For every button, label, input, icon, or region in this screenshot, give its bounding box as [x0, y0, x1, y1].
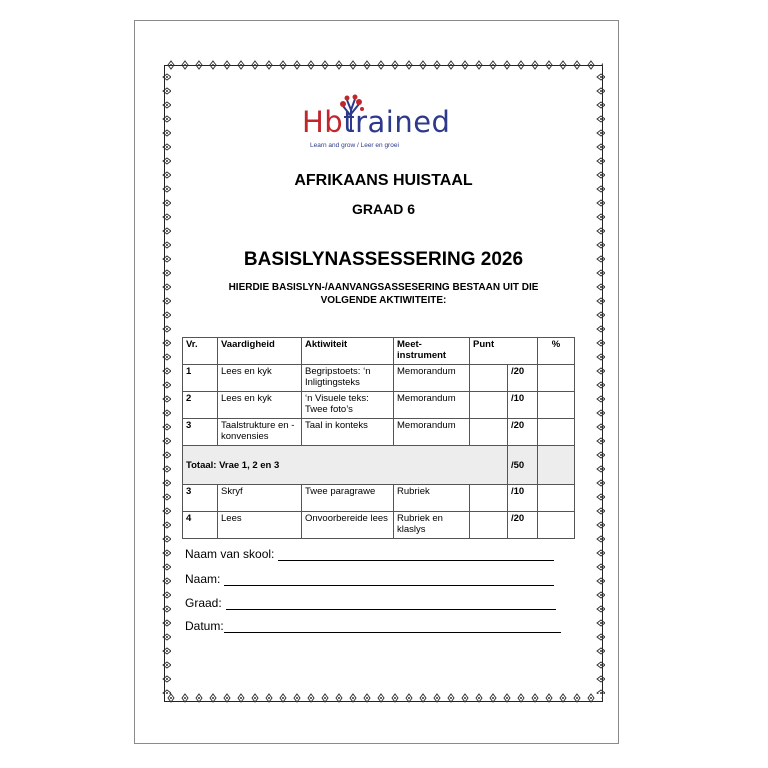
date-line[interactable] [224, 620, 561, 633]
table-cell: Rubriek [394, 485, 470, 512]
table-cell [538, 365, 575, 392]
school-name-line[interactable] [278, 548, 554, 561]
table-row [183, 365, 575, 392]
table-cell: Taal in konteks [302, 419, 394, 446]
assessment-table [182, 337, 575, 539]
table-total-row [183, 446, 575, 485]
border-pattern-left [162, 70, 171, 694]
table-cell: /10 [508, 392, 538, 419]
table-cell: Rubriek en klaslys [394, 512, 470, 539]
brand-part-hb: Hb [302, 105, 344, 139]
table-header-row [183, 338, 575, 365]
table-cell: Twee paragrawe [302, 485, 394, 512]
brand-tagline: Learn and grow / Leer en groei [310, 142, 399, 149]
school-name-field[interactable] [185, 547, 554, 561]
table-cell: Memorandum [394, 392, 470, 419]
header-cell: Vr. [183, 338, 218, 365]
header-cell: Vaardigheid [218, 338, 302, 365]
table-cell: Begripstoets: ‘n Inligtingsteks [302, 365, 394, 392]
name-label: Naam: [185, 572, 221, 586]
name-line[interactable] [224, 573, 554, 586]
border-pattern-right [596, 70, 605, 694]
brand-logo-text [302, 105, 451, 139]
grade-heading: GRAAD 6 [351, 201, 415, 217]
border-pattern-bottom [164, 693, 603, 703]
header-cell: Meet-instrument [394, 338, 470, 365]
table-cell: 1 [183, 365, 218, 392]
table-cell [470, 419, 508, 446]
border-pattern-top [164, 60, 603, 70]
table-cell [538, 392, 575, 419]
table-cell: 2 [183, 392, 218, 419]
table-cell [538, 419, 575, 446]
table-cell: /20 [508, 365, 538, 392]
table-cell [538, 512, 575, 539]
intro-line-2: VOLGENDE AKTIWITEITE: [320, 295, 447, 306]
header-cell: Aktiwiteit [302, 338, 394, 365]
table-cell: /20 [508, 512, 538, 539]
table-cell [538, 485, 575, 512]
table-cell: Skryf [218, 485, 302, 512]
table-cell [470, 485, 508, 512]
table-cell: Lees en kyk [218, 365, 302, 392]
header-cell: % [538, 338, 575, 365]
table-cell: /10 [508, 485, 538, 512]
table-cell: 3 [183, 485, 218, 512]
intro-line-1: HIERDIE BASISLYN-/AANVANGSASSESERING BESTAAN UIT DIE [228, 282, 539, 293]
table-cell: Lees [218, 512, 302, 539]
table-cell: Memorandum [394, 365, 470, 392]
date-field[interactable] [185, 619, 561, 633]
subject-heading: AFRIKAANS HUISTAAL [294, 172, 473, 189]
table-row [183, 485, 575, 512]
grade-field[interactable] [185, 596, 556, 610]
table-cell [470, 512, 508, 539]
intro-text [164, 281, 603, 307]
table-cell [470, 365, 508, 392]
header-cell: Punt [470, 338, 538, 365]
table-cell [470, 392, 508, 419]
document-title: BASISLYNASSESSERING 2026 [243, 249, 524, 270]
table-cell: Memorandum [394, 419, 470, 446]
table-row [183, 512, 575, 539]
table-cell: ‘n Visuele teks: Twee foto’s [302, 392, 394, 419]
table-cell: Onvoorbereide lees [302, 512, 394, 539]
grade-label: Graad: [185, 596, 222, 610]
table-cell: Taalstrukture en -konvensies [218, 419, 302, 446]
table-row [183, 392, 575, 419]
name-field[interactable] [185, 572, 554, 586]
table-row [183, 419, 575, 446]
table-cell: /20 [508, 419, 538, 446]
grade-line[interactable] [226, 597, 556, 610]
date-label: Datum: [185, 619, 224, 633]
table-cell: Lees en kyk [218, 392, 302, 419]
school-name-label: Naam van skool: [185, 547, 275, 561]
table-cell: 3 [183, 419, 218, 446]
total-label: Totaal: Vrae 1, 2 en 3 [183, 446, 508, 485]
table-cell: 4 [183, 512, 218, 539]
brand-part-trained: trained [343, 105, 451, 139]
table-cell [538, 446, 575, 485]
total-points: /50 [508, 446, 538, 485]
